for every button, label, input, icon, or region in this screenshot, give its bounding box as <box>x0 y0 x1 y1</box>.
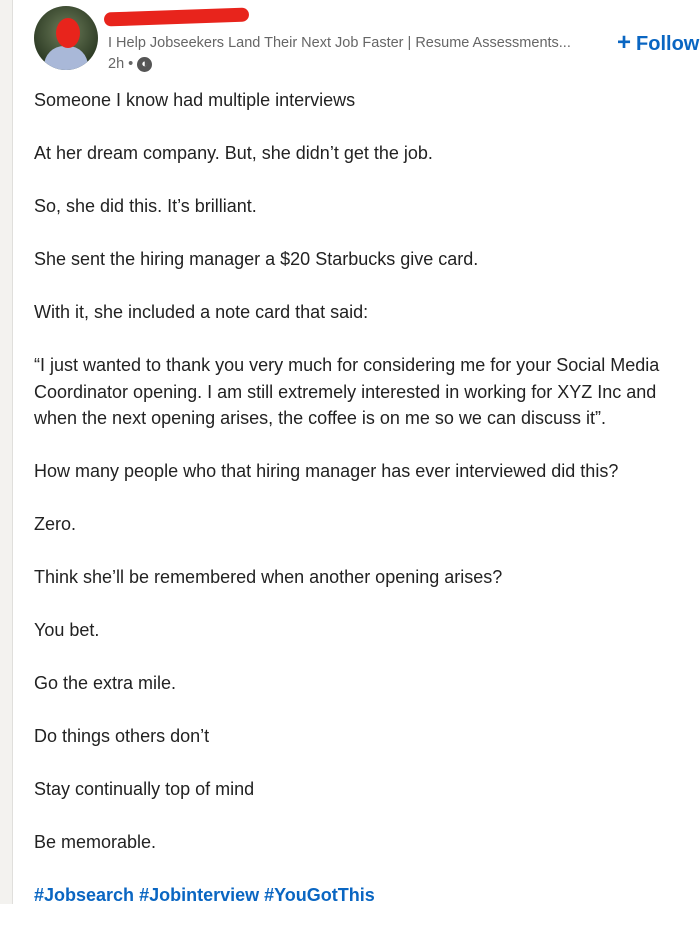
post-paragraph: Think she’ll be remembered when another opening arises? <box>34 567 503 587</box>
plus-icon: + <box>617 29 632 56</box>
avatar-shirt <box>44 46 88 70</box>
post-time: 2h <box>108 56 125 72</box>
post-paragraph: Zero. <box>34 514 77 534</box>
post-paragraph: How many people who that hiring manager has ever interviewed did this? <box>34 461 619 481</box>
avatar[interactable] <box>34 6 98 70</box>
hashtag-link[interactable]: #YouGotThis <box>264 885 375 905</box>
globe-icon: ◐ <box>137 57 152 72</box>
hashtags <box>34 882 694 909</box>
hashtag-link[interactable]: #Jobsearch <box>34 885 135 905</box>
post-paragraph: Do things others don’t <box>34 726 210 746</box>
author-headline: I Help Jobseekers Land Their Next Job Faster | Resume Assessments... <box>108 35 571 51</box>
author-name-redaction <box>104 7 249 26</box>
post-paragraph: Go the extra mile. <box>34 673 177 693</box>
post-paragraph: Someone I know had multiple interviews <box>34 90 356 110</box>
post-paragraph: She sent the hiring manager a $20 Starbucks give card. <box>34 249 479 269</box>
follow-label: Follow <box>636 33 700 55</box>
separator-dot: • <box>128 56 134 72</box>
post-paragraph: Stay continually top of mind <box>34 779 255 799</box>
post-paragraph: At her dream company. But, she didn’t get the job. <box>34 143 433 163</box>
post-meta <box>108 56 152 72</box>
page-background-strip <box>0 0 13 904</box>
post-paragraph: So, she did this. It’s brilliant. <box>34 196 257 216</box>
post-paragraph: You bet. <box>34 620 100 640</box>
follow-button[interactable] <box>617 29 699 57</box>
post-paragraph: Be memorable. <box>34 832 157 852</box>
post-quote: “I just wanted to thank you very much for considering me for your Social Media Coordinator opening. I am still extremely interested in working for XYZ Inc and when the next opening arises, the coffee is on me so we can discuss it”. <box>34 355 660 428</box>
face-redaction <box>56 18 80 48</box>
post-body <box>34 87 694 935</box>
post-paragraph: With it, she included a note card that said: <box>34 302 369 322</box>
hashtag-link[interactable]: #Jobinterview <box>139 885 260 905</box>
